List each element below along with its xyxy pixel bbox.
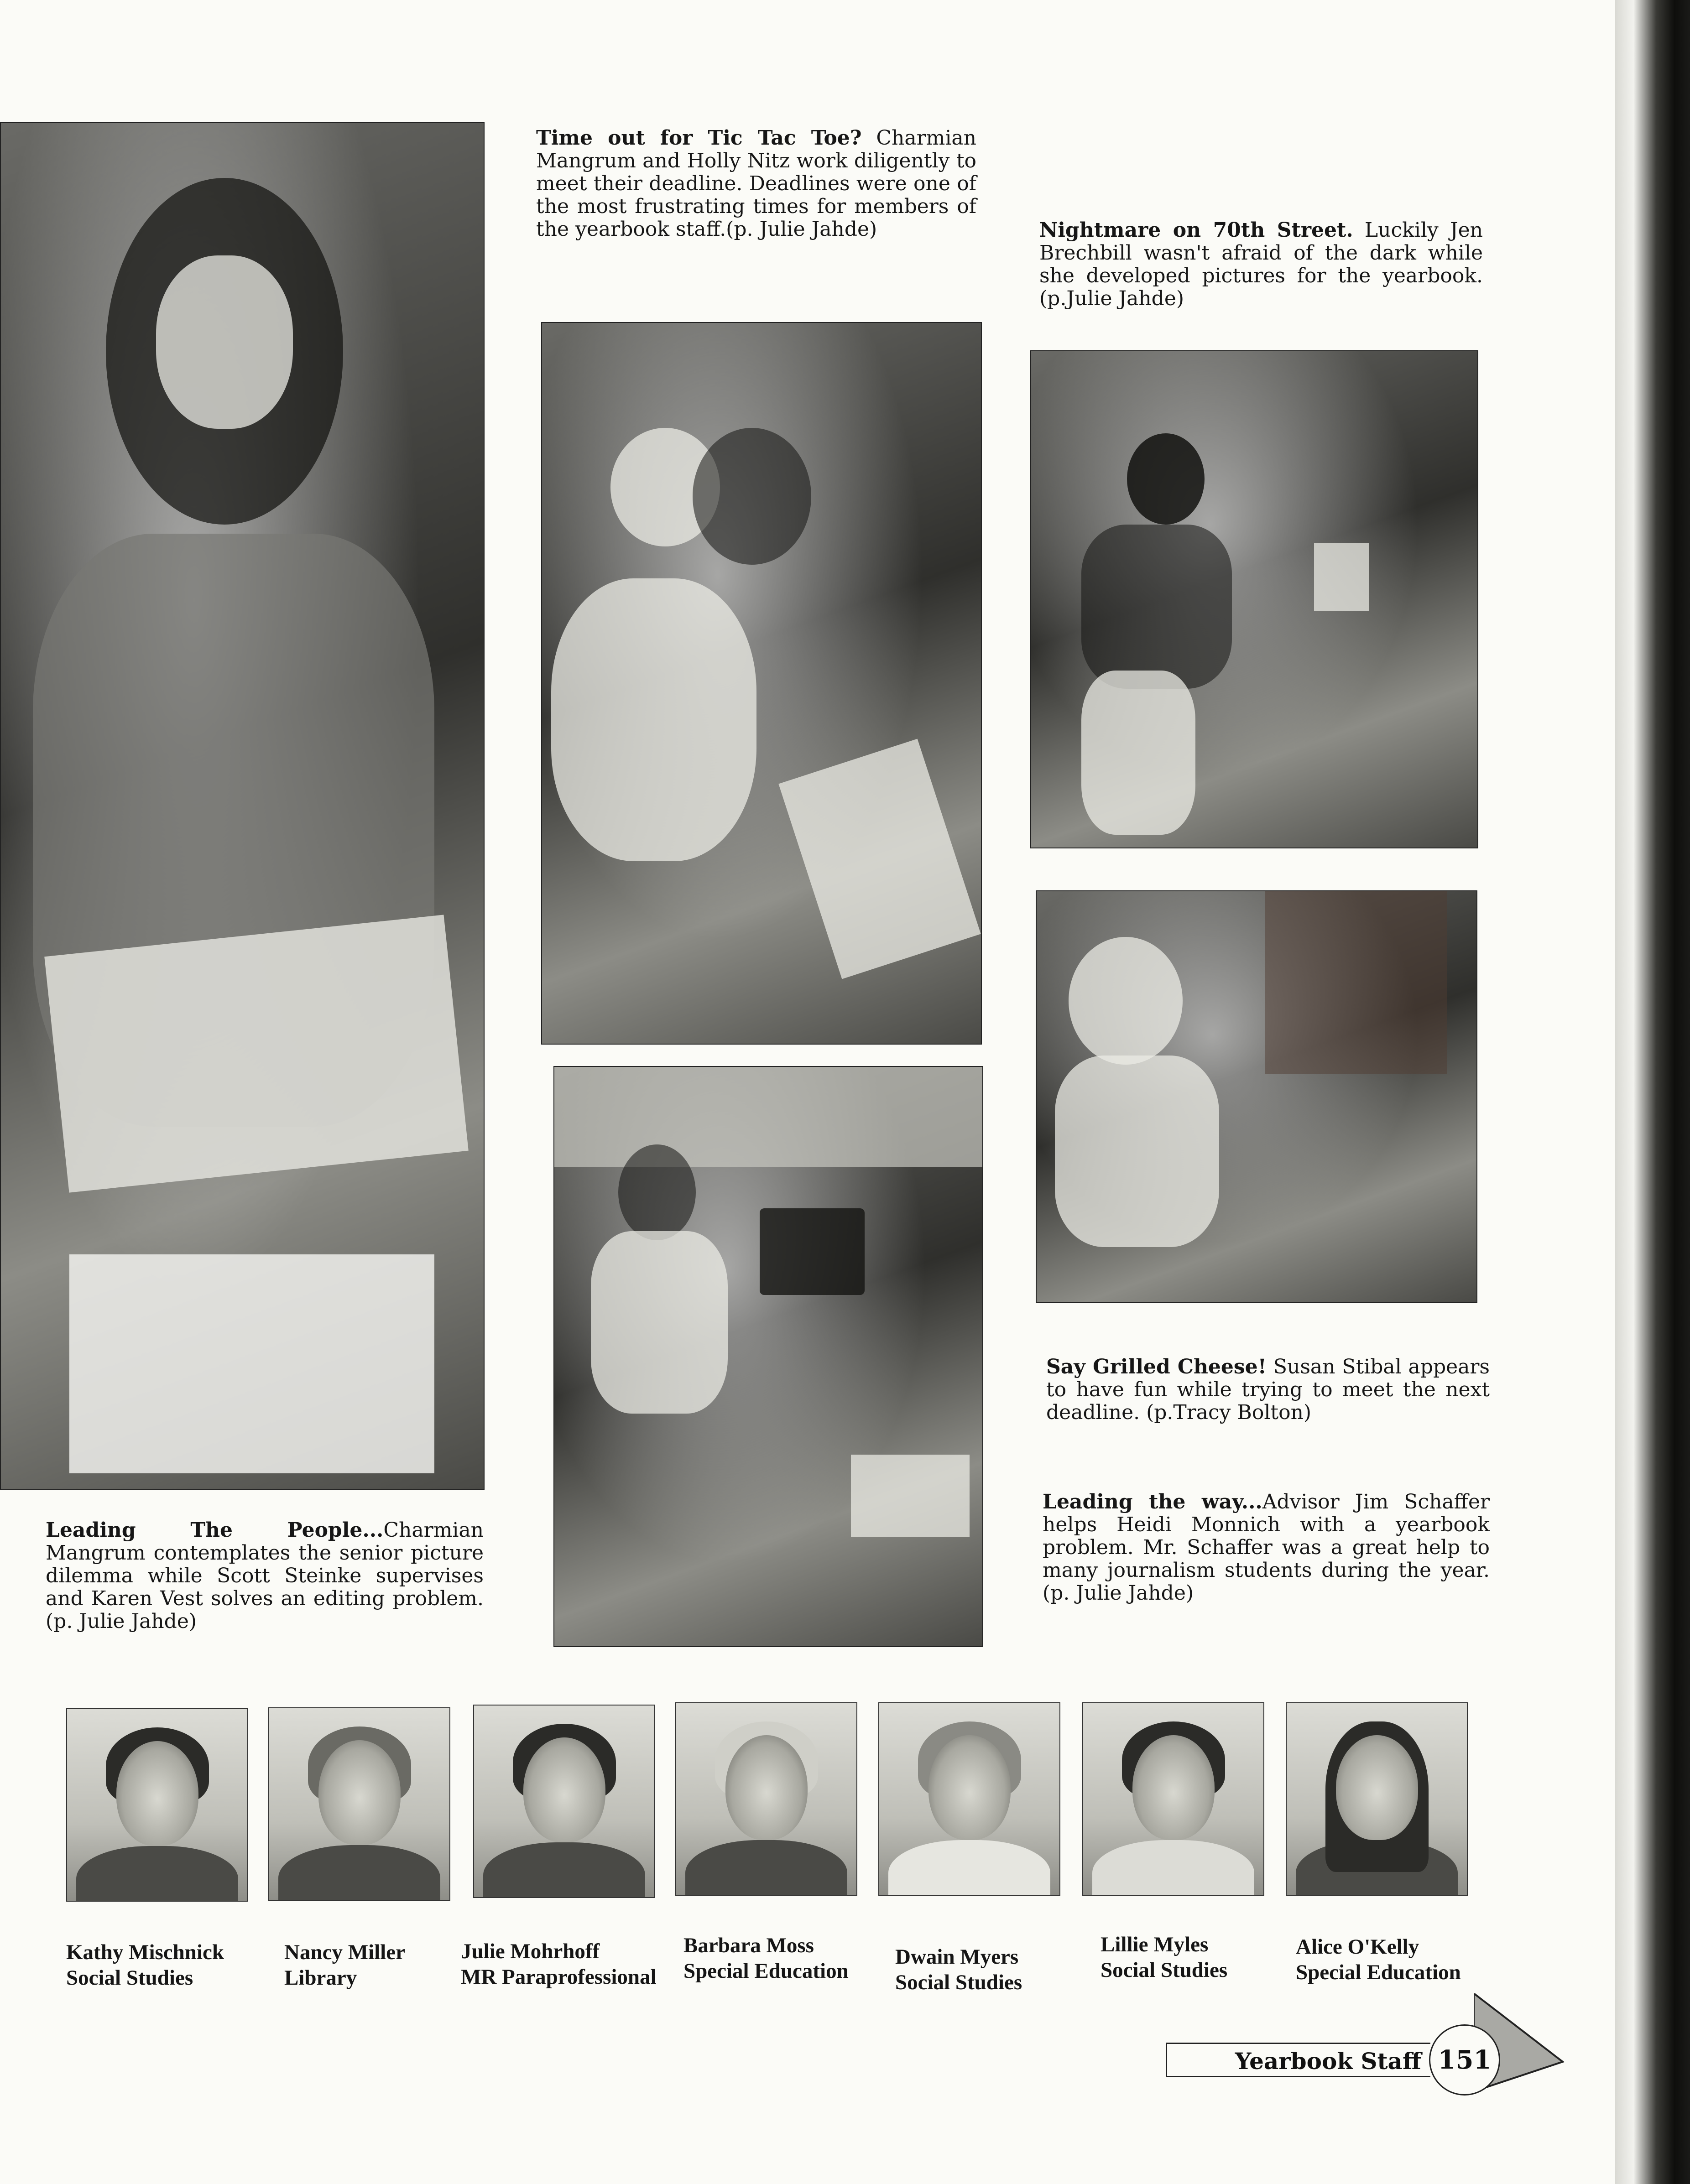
portrait-caption [683,1933,849,1984]
portrait-name: Dwain Myers [895,1945,1019,1969]
portrait-caption [284,1940,405,1991]
caption-nightmare: Nightmare on 70th Street. Luckily Jen Brechbill wasn't afraid of the dark while she developed pictures for the yearbook.(p.Julie Jahde) [1039,218,1483,310]
portrait-caption [461,1939,657,1990]
photo-tic-tac-toe [541,322,982,1045]
portrait-photo [878,1702,1060,1896]
portrait-role: Special Education [683,1959,849,1983]
portrait-caption [1296,1934,1461,1985]
portrait-role: Social Studies [66,1966,193,1990]
portrait-role: Library [284,1966,357,1990]
portrait-name: Barbara Moss [683,1934,814,1957]
portrait-photo [1286,1702,1468,1896]
photo-darkroom [1030,350,1478,848]
portrait-photo [1082,1702,1264,1896]
portrait-role: MR Paraprofessional [461,1965,657,1989]
photo-advisor-helps [553,1066,983,1647]
portrait-caption [66,1940,224,1991]
portrait-name: Kathy Mischnick [66,1940,224,1964]
portrait-role: Special Education [1296,1960,1461,1984]
caption-leading-way: Leading the way...Advisor Jim Schaffer helps Heidi Monnich with a yearbook problem. Mr. Schaffer was a great help to many journalism students during the year. (p. Julie Jahde) [1043,1490,1490,1605]
portrait-photo [473,1705,655,1898]
portrait-name: Julie Mohrhoff [461,1940,600,1963]
portrait-role: Social Studies [895,1971,1022,1994]
caption-grilled-cheese: Say Grilled Cheese! Susan Stibal appears to have fun while trying to meet the next deadline. (p.Tracy Bolton) [1046,1355,1490,1424]
photo-charmian-reading [0,122,485,1490]
footer-section-label: Yearbook Staff [1166,2043,1430,2077]
portrait-name: Nancy Miller [284,1940,405,1964]
portrait-caption [1101,1932,1227,1983]
portrait-name: Alice O'Kelly [1296,1935,1419,1959]
caption-leading-people: Leading The People...Charmian Mangrum contemplates the senior picture dilemma while Scott Steinke supervises and Karen Vest solves an editing problem.(p. Julie Jahde) [46,1518,484,1633]
portrait-photo [66,1708,248,1902]
portrait-role: Social Studies [1101,1958,1228,1982]
portrait-photo [675,1702,857,1896]
portrait-caption [895,1944,1022,1995]
book-binding [1615,0,1690,2184]
portrait-photo [268,1707,450,1901]
page-number: 151 [1429,2024,1500,2096]
portrait-name: Lillie Myles [1101,1933,1209,1956]
caption-tic-tac-toe: Time out for Tic Tac Toe? Charmian Mangrum and Holly Nitz work diligently to meet their deadline. Deadlines were one of the most frustrating times for members of the yearbook staff.(p. Julie Jahde) [536,126,976,241]
photo-grilled-cheese [1036,890,1477,1303]
